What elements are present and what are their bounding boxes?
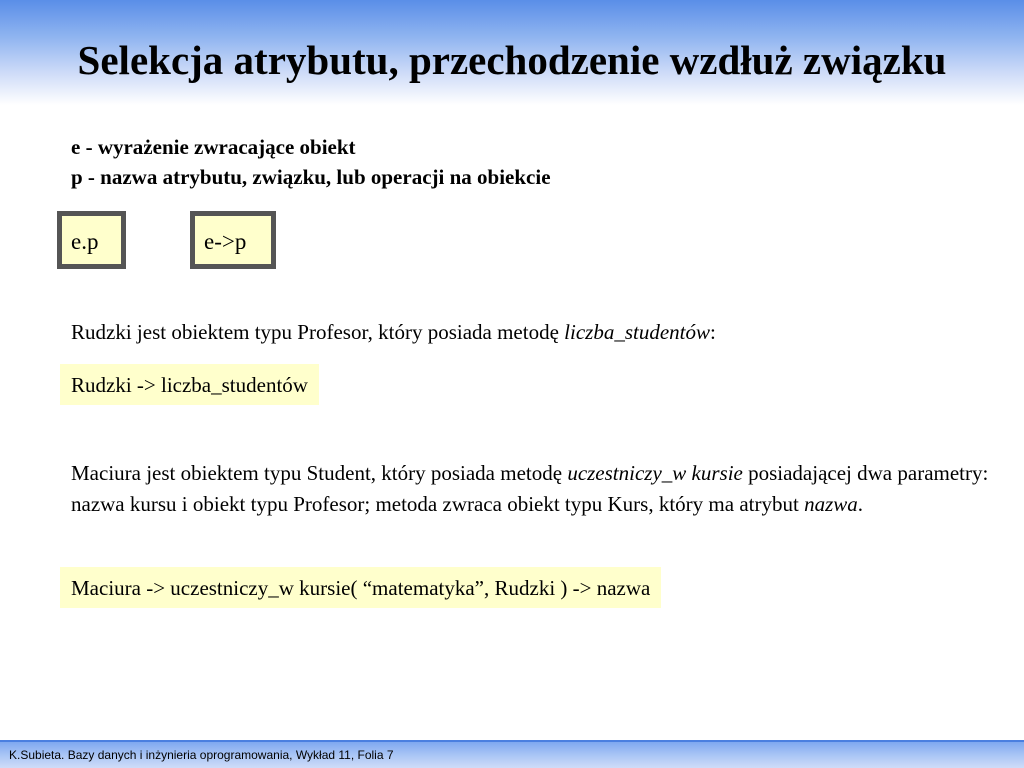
definition-e: e - wyrażenie zwracające obiekt — [71, 135, 356, 159]
example2-method: uczestniczy_w kursie — [567, 461, 743, 485]
example2-suffix: . — [857, 492, 863, 516]
definition-p: p - nazwa atrybutu, związku, lub operacji na obiekcie — [71, 165, 551, 189]
example2-text: Maciura jest obiektem typu Student, który posiada metodę — [71, 461, 568, 485]
example2-text2: posiadającej dwa parametry: nazwa kursu i obiekt typu Profesor; metoda zwraca obiekt typu Kurs, który ma atrybut — [71, 461, 989, 516]
definitions — [71, 132, 551, 192]
example1-method: liczba_studentów — [564, 320, 710, 344]
slide-title: Selekcja atrybutu, przechodzenie wzdłuż związku — [77, 37, 947, 83]
syntax-box-dot: e.p — [57, 211, 126, 269]
example2-attribute: nazwa — [804, 492, 858, 516]
example1-code: Rudzki -> liczba_studentów — [60, 364, 319, 405]
example1-suffix: : — [710, 320, 716, 344]
title-bar — [0, 0, 1024, 105]
footer-bar — [0, 740, 1024, 768]
footer-text: K.Subieta. Bazy danych i inżynieria oprogramowania, Wykład 11, Folia 7 — [9, 748, 394, 762]
example1-text: Rudzki jest obiektem typu Profesor, który posiada metodę — [71, 320, 565, 344]
example2-description — [71, 458, 991, 520]
syntax-box-arrow: e->p — [190, 211, 276, 269]
example2-code: Maciura -> uczestniczy_w kursie( “matematyka”, Rudzki ) -> nazwa — [60, 567, 661, 608]
example1-description — [71, 317, 716, 348]
